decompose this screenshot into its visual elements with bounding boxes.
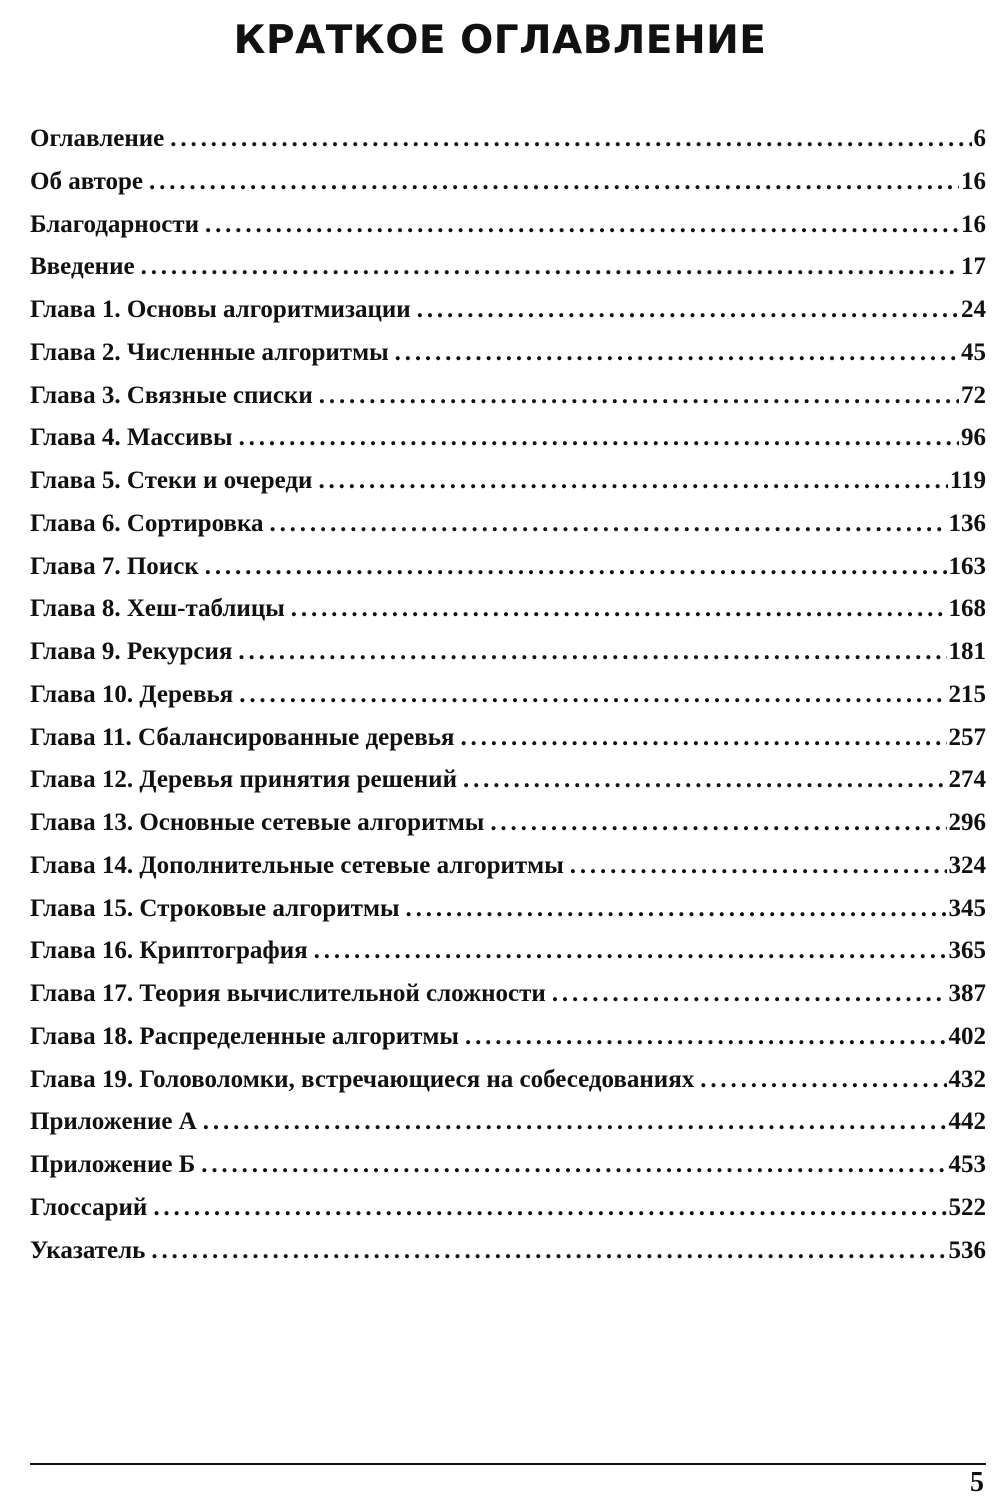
toc-entry-title: Глава 19. Головоломки, встречающиеся на собеседованиях [30,1065,695,1093]
toc-entry-page: 432 [948,1065,986,1093]
toc-dot-leader [205,204,959,247]
toc-entry[interactable] [30,717,986,760]
toc-entry-title: Указатель [30,1236,146,1264]
toc-entry-title: Глава 5. Стеки и очереди [30,467,313,494]
toc-entry-title: Приложение А [30,1108,197,1136]
toc-dot-leader [151,1230,946,1273]
toc-dot-leader [465,1016,947,1059]
toc-dot-leader [700,1059,946,1102]
toc-dot-leader [141,246,959,289]
toc-entry-title: Глава 14. Дополнительные сетевые алгоритмы [30,851,564,879]
toc-entry-title: Глава 9. Рекурсия [30,638,233,665]
toc-entry-title: Глава 12. Деревья принятия решений [30,766,457,794]
toc-entry-title: Глава 7. Поиск [30,552,199,580]
toc-dot-leader [460,717,946,760]
toc-entry[interactable] [30,118,986,161]
toc-entry[interactable] [30,1059,986,1102]
toc-entry-page: 181 [948,638,986,665]
toc-dot-leader [170,118,971,161]
toc-entry[interactable] [30,1016,986,1059]
toc-entry[interactable] [30,1187,986,1230]
toc-dot-leader [319,375,959,418]
toc-entry-title: Глава 10. Деревья [30,680,234,708]
toc-entry[interactable] [30,289,986,332]
toc-entry[interactable] [30,375,986,418]
toc-entry[interactable] [30,588,986,631]
toc-entry-title: Глава 3. Связные списки [30,381,313,409]
toc-dot-leader [552,973,947,1016]
toc-dot-leader [318,460,947,503]
toc-entry[interactable] [30,802,986,845]
toc-dot-leader [406,888,947,931]
toc-entry[interactable] [30,973,986,1016]
toc-entry[interactable] [30,759,986,802]
toc-entry-page: 365 [948,937,986,965]
toc-entry[interactable] [30,674,986,717]
toc-entry-page: 17 [961,253,986,281]
toc-entry-title: Глава 13. Основные сетевые алгоритмы [30,809,485,836]
toc-entry[interactable] [30,204,986,247]
toc-entry-page: 163 [948,552,986,580]
toc-entry[interactable] [30,631,986,674]
toc-dot-leader [490,802,946,845]
toc-dot-leader [201,1144,946,1187]
toc-entry-page: 16 [961,210,986,238]
toc-entry-page: 442 [948,1108,986,1136]
toc-entry-page: 45 [961,338,986,366]
toc-entry-title: Глава 4. Массивы [30,424,233,452]
toc-entry-title: Глава 17. Теория вычислительной сложности [30,980,546,1007]
toc-dot-leader [395,332,959,375]
toc-entry-page: 119 [949,467,986,494]
toc-entry[interactable] [30,503,986,546]
toc-entry-title: Глава 15. Строковые алгоритмы [30,894,400,922]
toc-dot-leader [314,930,947,973]
toc-entry-title: Глава 18. Распределенные алгоритмы [30,1022,459,1050]
toc-entry-title: Введение [30,253,135,281]
toc-dot-leader [203,1101,947,1144]
toc-entry-page: 257 [948,723,986,751]
toc-entry-page: 536 [948,1236,986,1264]
toc-entry-page: 402 [948,1022,986,1050]
toc-entry[interactable] [30,161,986,204]
toc-entry[interactable] [30,246,986,289]
toc-entry-title: Глава 2. Численные алгоритмы [30,338,389,366]
toc-entry-page: 324 [948,851,986,879]
toc-entry-title: Глава 6. Сортировка [30,509,264,537]
toc-entry-page: 296 [948,809,986,836]
toc-entry-title: Приложение Б [30,1151,196,1178]
toc-entry-page: 6 [973,125,986,152]
toc-dot-leader [570,845,947,888]
toc-entry-title: Глава 16. Криптография [30,937,308,965]
toc-entry-page: 522 [948,1193,986,1221]
toc-entry[interactable] [30,460,986,503]
toc-dot-leader [269,503,946,546]
footer-divider [30,1463,986,1465]
toc-dot-leader [417,289,959,332]
toc-dot-leader [239,674,946,717]
toc-entry-page: 453 [948,1151,986,1178]
toc-dot-leader [291,588,947,631]
toc-entry[interactable] [30,930,986,973]
toc-entry[interactable] [30,845,986,888]
toc-entry[interactable] [30,332,986,375]
table-of-contents [30,118,986,1272]
toc-entry-title: Оглавление [30,125,165,152]
toc-entry-page: 72 [961,381,986,409]
toc-entry-page: 215 [948,680,986,708]
toc-dot-leader [205,546,947,589]
toc-entry-page: 387 [948,980,986,1007]
toc-entry-page: 345 [948,894,986,922]
toc-entry-title: Глава 11. Сбалансированные деревья [30,723,455,751]
toc-entry[interactable] [30,888,986,931]
toc-dot-leader [239,417,959,460]
toc-entry-page: 168 [948,595,986,623]
toc-entry-page: 16 [961,167,986,195]
toc-dot-leader [238,631,946,674]
toc-entry-page: 24 [961,296,986,323]
page-title: КРАТКОЕ ОГЛАВЛЕНИЕ [233,18,767,63]
toc-entry-title: Глава 1. Основы алгоритмизации [30,296,411,323]
toc-entry-title: Благодарности [30,210,199,238]
toc-entry[interactable] [30,1230,986,1273]
toc-entry-title: Об авторе [30,167,144,195]
toc-entry-page: 96 [961,424,986,452]
toc-entry[interactable] [30,546,986,589]
toc-dot-leader [463,759,947,802]
toc-entry[interactable] [30,1101,986,1144]
toc-entry[interactable] [30,417,986,460]
toc-entry-title: Глава 8. Хеш-таблицы [30,595,285,623]
page-number: 5 [970,1467,984,1498]
toc-entry-page: 136 [948,509,986,537]
toc-dot-leader [149,161,959,204]
toc-entry[interactable] [30,1144,986,1187]
toc-dot-leader [153,1187,946,1230]
toc-entry-page: 274 [948,766,986,794]
toc-entry-title: Глоссарий [30,1193,148,1221]
